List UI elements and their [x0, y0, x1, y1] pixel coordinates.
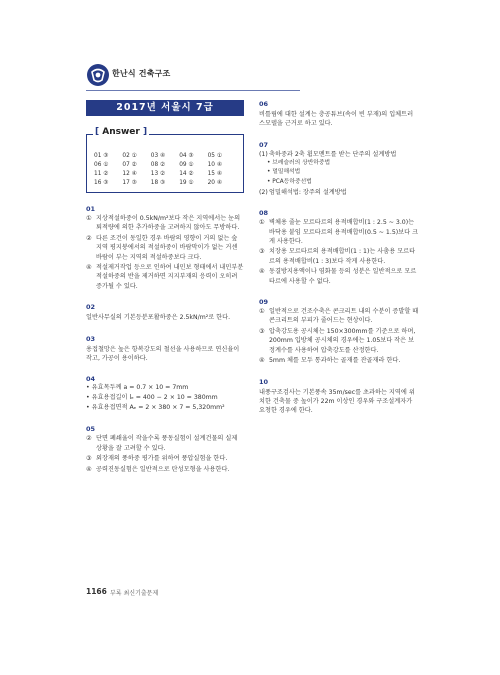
left-column [86, 100, 244, 474]
answer-item: 12 ④ [122, 171, 137, 177]
answer-grid [94, 153, 236, 186]
answer-item: 06 ① [94, 162, 109, 168]
answer-item: 17 ③ [122, 180, 137, 186]
question-number: 10 [259, 377, 269, 386]
list-item: ① 벽체용 줄눈 모르타르의 용적배합비(1 : 2.5 ~ 3.0)는 바닥용 붙임 모르타르의 용적배합비(0.5 ~ 1.5)보다 크게 사용한다. [259, 219, 419, 246]
answer-item: 16 ③ [94, 180, 109, 186]
list-item: ② 다른 조건이 동일한 경우 바람의 영향이 거의 없는 숲 지역 평지붕에서의 적설하중이 바람막이가 없는 거센 바람이 부는 지역의 적설하중보다 크다. [86, 234, 238, 261]
sub-item: • 멀밀해석법 [267, 169, 301, 176]
answer-item: 03 ④ [150, 153, 166, 159]
answer-label: [ Answer ] [95, 127, 148, 137]
sub-item: • PCA등하중선법 [267, 178, 312, 185]
answer-item: 05 ① [207, 153, 223, 159]
formula-line: • 유효용접길이 lₑ = 400 − 2 × 10 = 380mm [86, 394, 218, 402]
right-column [259, 100, 419, 416]
answer-item: 13 ② [150, 171, 166, 177]
question-number: 09 [259, 298, 269, 307]
list-item: ④ 동결방지용액이나 염화물 등의 성분은 일반적으로 모르타르에 사용할 수 없다. [259, 268, 417, 285]
answer-item: 09 ① [179, 162, 194, 168]
logo-icon [86, 63, 110, 87]
formula-line: • 유효용접면적 Aₑ = 2 × 380 × 7 = 5,320mm² [86, 404, 225, 412]
answer-text: 비틀림에 대한 설계는 충공튜브(속이 빈 부재)의 입체트러스모델을 근거로 하고 있다. [259, 111, 414, 128]
question-number: 05 [86, 425, 96, 434]
list-item: ③ 압축강도용 공시체는 150×300mm를 기준으로 하며, 200mm 입방체 공시체의 경우에는 1.05보다 작은 보정계수를 사용하여 압축강도를 산정한다. [259, 327, 416, 354]
list-item: ④ 적설제거작업 등으로 인하여 내민보 형태에서 내민부분 적설하중의 반을 제거하면 지지부재의 응력이 오히려 증가될 수 있다. [86, 264, 244, 290]
list-item: ③ 치장용 모르타르의 용적배합비(1 : 1)는 사춤용 모르타르의 용적배합비(1 : 3)보다 작게 사용한다. [259, 248, 416, 265]
formula-line: • 유효목두께 a = 0.7 × 10 = 7mm [86, 384, 189, 392]
page-number: 1166 [86, 587, 107, 596]
sub-item: • 브레슬러의 상반하중법 [267, 160, 331, 167]
list-item: (2) 엄밀해석법: 장주의 설계방법 [259, 188, 347, 196]
answer-item: 04 ③ [179, 153, 194, 159]
question-number: 04 [86, 375, 96, 384]
list-item: ④ 공력진동실험은 일반적으로 탄성모형을 사용한다. [86, 465, 230, 473]
question-number: 07 [259, 140, 269, 149]
list-item: ① 일반적으로 건조수축은 콘크리트 내의 수분이 증발할 때 콘크리트의 부피가 줄어드는 현상이다. [259, 308, 419, 325]
answer-item: 01 ③ [94, 153, 109, 159]
answer-text: 용접철망은 높은 항복강도의 철선을 사용하므로 연신율이 작고, 가공이 용이하다. [86, 345, 240, 363]
answer-item: 10 ④ [207, 162, 223, 168]
question-number: 01 [86, 205, 96, 213]
answer-box [86, 127, 244, 193]
answer-item: 20 ④ [207, 180, 223, 186]
question-number: 06 [259, 100, 269, 108]
answer-item: 02 ① [122, 153, 137, 159]
answer-item: 07 ② [122, 162, 137, 168]
answer-item: 08 ② [150, 162, 166, 168]
answer-item: 14 ② [179, 171, 194, 177]
answer-item: 15 ④ [207, 171, 223, 177]
answer-item: 18 ③ [150, 180, 166, 186]
answer-item: 19 ① [179, 180, 194, 186]
answer-text: 일반사무실의 기본등분포활하중은 2.5kN/m²로 한다. [86, 314, 231, 322]
list-item: ④ 5mm 체를 모두 통과하는 골재를 잔골재라 한다. [259, 357, 401, 365]
list-item: ① 지상적설하중이 0.5kN/m²보다 작은 지역에서는 눈의 퇴적량에 의한 추가하중을 고려하지 않아도 무방하다. [86, 215, 241, 232]
answer-text: 내풍구조검사는 기본풍속 35m/sec를 초과하는 지역에 위치한 건축물 중 높이가 22m 이상인 경우와 구조설계자가 요청한 경우에 한다. [259, 388, 415, 415]
list-item: ③ 외장재의 풍하중 평가를 위하여 풍압실험을 한다. [86, 455, 228, 463]
footer-text: 부록 최신기출문제 [110, 590, 159, 597]
list-item: (1) 축하중과 2축 휨모멘트를 받는 단주의 설계방법 [259, 150, 397, 158]
question-number: 03 [86, 334, 96, 343]
question-number: 02 [86, 303, 96, 312]
header-divider [86, 90, 300, 91]
question-number: 08 [259, 209, 269, 218]
answer-item: 11 ② [94, 171, 109, 177]
section-title: 2017년 서울시 7급 [86, 100, 244, 116]
header-title: 한난식 건축구조 [112, 69, 171, 78]
list-item: ② 단면 폐쇄율이 작을수록 풍동실험이 설계건물의 실제 상황을 잘 고려할 수 있다. [86, 435, 238, 452]
